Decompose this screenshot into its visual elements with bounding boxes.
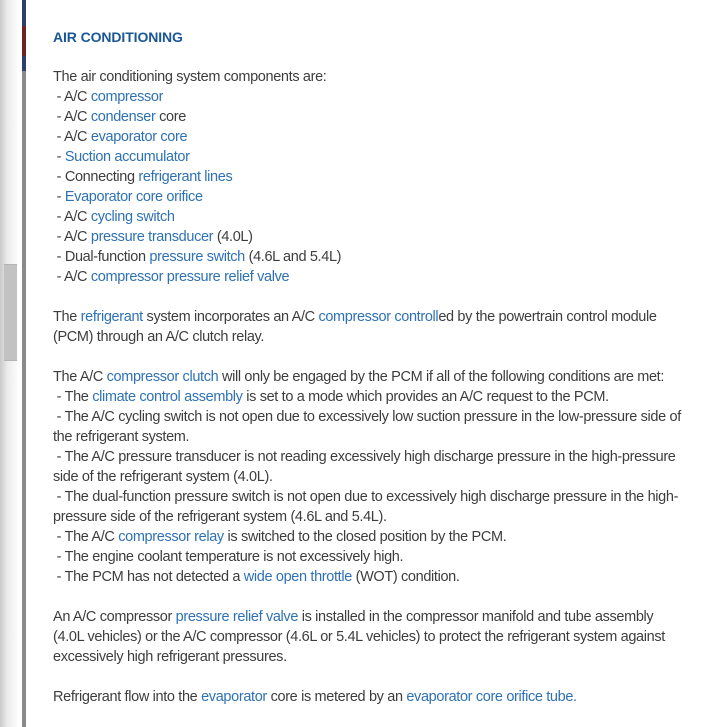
list-dash: - — [53, 409, 65, 425]
list-dash: - — [53, 389, 65, 405]
text-run: A/C — [64, 109, 91, 125]
list-dash: - — [53, 109, 65, 125]
inline-link[interactable]: evaporator core — [90, 129, 188, 145]
text-run: The dual-function pressure switch is not open due to excessively high discharge pressure in the high-pressure side of the refrigerant system (4.6L and 5.4L). — [53, 489, 679, 525]
list-item — [53, 107, 684, 127]
list-item — [53, 527, 684, 547]
text-run: The A/C — [64, 529, 119, 545]
list-dash: - — [53, 209, 65, 225]
inline-link[interactable]: evaporator — [201, 689, 267, 705]
inline-link[interactable]: pressure relief valve — [175, 609, 299, 625]
article-content — [26, 0, 712, 727]
text-run: (4.0L) — [213, 229, 253, 245]
list-item — [53, 387, 684, 407]
list-dash: - — [53, 569, 65, 585]
list-dash: - — [53, 449, 65, 465]
text-run: A/C — [64, 229, 91, 245]
list-item — [53, 147, 684, 167]
inline-link[interactable]: compressor relay — [118, 529, 224, 545]
paragraph — [53, 307, 684, 347]
text-run: The engine coolant temperature is not excessively high. — [64, 549, 404, 565]
text-run: is installed in the compressor manifold and tube assembly (4.0L vehicles) or the A/C compressor (4.6L or 5.4L vehicles) to protect the refrigerant system against excessively high refrigerant pressures. — [53, 609, 665, 665]
inline-link[interactable]: pressure transducer — [90, 229, 214, 245]
list-item — [53, 447, 684, 487]
list-dash: - — [53, 149, 65, 165]
inline-link[interactable]: Suction accumulator — [64, 149, 190, 165]
text-run: Refrigerant flow into the — [53, 689, 202, 705]
paragraph — [53, 687, 684, 707]
article-section — [53, 687, 684, 707]
paragraph — [53, 67, 684, 87]
list-dash: - — [53, 529, 65, 545]
text-run: The — [64, 389, 93, 405]
paragraph — [53, 607, 684, 667]
text-run: Connecting — [64, 169, 139, 185]
inline-link[interactable]: refrigerant lines — [138, 169, 233, 185]
text-run: A/C — [64, 209, 91, 225]
text-run: is switched to the closed position by the PCM. — [223, 529, 507, 545]
text-run: ed by the powertrain control module (PCM) through an A/C clutch relay. — [53, 309, 657, 345]
text-run: The PCM has not detected a — [64, 569, 244, 585]
list-item — [53, 267, 684, 287]
list-dash: - — [53, 89, 65, 105]
text-run: The A/C — [53, 369, 107, 385]
inline-link[interactable]: compressor — [90, 89, 164, 105]
list-dash: - — [53, 169, 65, 185]
list-dash: - — [53, 269, 65, 285]
text-run: system incorporates an A/C — [142, 309, 319, 325]
list-item — [53, 167, 684, 187]
text-run: (4.6L and 5.4L) — [244, 249, 342, 265]
list-dash: - — [53, 549, 65, 565]
inline-link[interactable]: compressor pressure relief valve — [90, 269, 290, 285]
inline-link[interactable]: Evaporator core orifice — [64, 189, 203, 205]
list-item — [53, 547, 684, 567]
text-run: A/C — [64, 129, 91, 145]
article-section — [53, 67, 684, 287]
inline-link[interactable]: pressure switch — [149, 249, 245, 265]
list-item — [53, 127, 684, 147]
text-run: Dual-function — [64, 249, 150, 265]
list-item — [53, 247, 684, 267]
text-run: A/C — [64, 89, 91, 105]
list-dash: - — [53, 489, 65, 505]
article-section — [53, 307, 684, 347]
list-item — [53, 487, 684, 527]
inline-link[interactable]: condenser — [90, 109, 156, 125]
inline-link[interactable]: climate control assembly — [92, 389, 243, 405]
text-run: is set to a mode which provides an A/C request to the PCM. — [242, 389, 609, 405]
text-run: will only be engaged by the PCM if all of the following conditions are met: — [218, 369, 665, 385]
text-run: (WOT) condition. — [351, 569, 460, 585]
text-run: The air conditioning system components are: — [53, 69, 327, 85]
article-section — [53, 367, 684, 587]
list-dash: - — [53, 229, 65, 245]
section-title: AIR CONDITIONING — [53, 29, 183, 45]
text-run: An A/C compressor — [53, 609, 176, 625]
list-dash: - — [53, 249, 65, 265]
text-run: A/C — [64, 269, 91, 285]
list-item — [53, 227, 684, 247]
inline-link[interactable]: compressor controll — [318, 309, 439, 325]
text-run: The — [53, 309, 81, 325]
article-section — [53, 607, 684, 667]
list-item — [53, 87, 684, 107]
list-item — [53, 187, 684, 207]
text-run: The A/C cycling switch is not open due to excessively low suction pressure in the low-pressure side of the refrigerant system. — [53, 409, 681, 445]
inline-link[interactable]: compressor clutch — [106, 369, 219, 385]
paragraph — [53, 367, 684, 387]
text-run: The A/C pressure transducer is not reading excessively high discharge pressure in the high-pressure side of the refrigerant system (4.0L). — [53, 449, 676, 485]
text-run: core — [155, 109, 186, 125]
scrollbar-thumb[interactable] — [4, 264, 17, 361]
article-body — [53, 67, 684, 707]
vertical-scrollbar[interactable] — [0, 0, 17, 727]
list-item — [53, 207, 684, 227]
inline-link[interactable]: evaporator core orifice tube. — [406, 689, 577, 705]
list-dash: - — [53, 189, 65, 205]
list-dash: - — [53, 129, 65, 145]
list-item — [53, 407, 684, 447]
inline-link[interactable]: refrigerant — [80, 309, 143, 325]
text-run: core is metered by an — [266, 689, 407, 705]
inline-link[interactable]: wide open throttle — [243, 569, 352, 585]
list-item — [53, 567, 684, 587]
inline-link[interactable]: cycling switch — [90, 209, 175, 225]
